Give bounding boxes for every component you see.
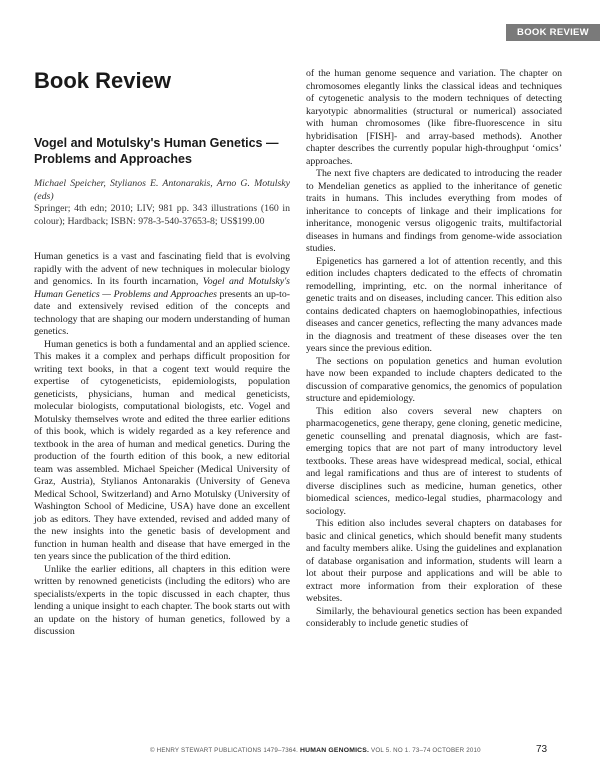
review-body-left <box>34 251 290 639</box>
paragraph: Unlike the earlier editions, all chapters in this edition were written by renowned geneticists (including the editors) who are specialists/experts in the topic discussed in each chapter, thus lending a unique insight to each chapter. The book starts out with an update on the history of human genetics, followed by a discussion <box>34 563 290 637</box>
page-footer <box>150 747 481 754</box>
review-body-right <box>306 68 562 631</box>
footer-issue: VOL 5. NO 1. 73–74 OCTOBER 2010 <box>371 747 481 754</box>
paragraph <box>34 251 290 339</box>
book-authors: Michael Speicher, Stylianos E. Antonarakis, Arno G. Motulsky (eds) <box>34 178 290 202</box>
paragraph: Human genetics is both a fundamental and an applied science. This makes it a complex and perhaps difficult proposition for writing text books, in that a cogent text would require the expertise of cytogeneticists, epidemiologists, population geneticists, physicians, human and medical geneticists, molecular biologists, computational biologists, etc. Vogel and Motulsky themselves wrote and edited the three earlier editions of this book, which is widely regarded as a key reference and textbook in the area of human and medical genetics. During the production of the fourth edition of this book, a new editorial team was assembled. Michael Speicher (Medical University of Graz, Austria), Stylianos Antonarakis (University of Geneva Medical School, Switzerland) and Arno Motulsky (University of Washington School of Medicine, USA) have done an excellent job as editors. They have extended, revised and added many of the new insights into the genetic basis of development and function in human health and disease that have emerged in the ten years since the publication of the third edition. <box>34 338 290 562</box>
paragraph: of the human genome sequence and variation. The chapter on chromosomes elegantly links the classical ideas and techniques of cytogenetic analysis to the modern techniques of detecting karyotypic abnormalities (structural or numerical) associated with human chromosomes (like fibre-fluorescence in situ hybridisation [FISH]- and array-based methods). Another chapter describes the currently popular high-throughput ‘omics’ approaches. <box>306 68 562 167</box>
book-title-italic: Vogel and Motulsky's Human Genetics — Problems and Approaches <box>34 276 290 300</box>
paragraph: The sections on population genetics and human evolution have now been expanded to include chapters dedicated to the discussion of comparative genomics, the genomics of population structure and epidemiology. <box>306 355 562 404</box>
footer-journal: HUMAN GENOMICS. <box>300 747 370 754</box>
left-column <box>34 136 290 639</box>
publication-details: Springer; 4th edn; 2010; LIV; 981 pp. 343 illustrations (160 in colour); Hardback; ISBN: 978-3-540-37653-8; US$199.00 <box>34 203 290 227</box>
paragraph: Similarly, the behavioural genetics section has been expanded considerably to include genetic studies of <box>306 605 562 629</box>
paragraph: This edition also includes several chapters on databases for basic and clinical genetics, which should benefit many students and faculty members alike. Using the guidelines and explanation of database organisation and information, students will learn a lot about their purpose and applications and will be able to extract more information from their exploration of these websites. <box>306 518 562 604</box>
right-column <box>306 68 562 631</box>
paragraph: This edition also covers several new chapters on pharmacogenetics, gene therapy, gene cloning, genetic medicine, genetic counselling and prenatal diagnosis, which are fast-emerging topics that are not part of many introductory level textbooks. These areas have widespread medical, social, ethical and legal ramifications and thus are of interest to students of diverse disciplines such as medicine, human genetics, other biomedical sciences, medico-legal studies, pharmacology and sociology. <box>306 405 562 517</box>
text-span: Human genetics is a vast and fascinating field that is evolving rapidly with the advent of new techniques in molecular biology and genomics. In its fourth incarnation, <box>34 251 290 287</box>
page-number: 73 <box>536 744 548 755</box>
text-span: presents an up-to-date and extensively revised edition of the concepts and technology that are shaping our modern understanding of human genetics. <box>34 288 291 337</box>
page-title: Book Review <box>34 68 171 93</box>
paragraph: The next five chapters are dedicated to introducing the reader to Mendelian genetics as applied to the inheritance of genetic traits in humans. This includes everything from modes of inheritance to concepts of linkage and their implications for inheritance, monogenic versus oligogenic traits, multifactorial diseases in humans and findings from genome-wide association studies. <box>306 168 562 254</box>
paragraph: Epigenetics has garnered a lot of attention recently, and this edition includes chapters dedicated to the effects of chromatin remodelling, imprinting, etc. on the normal inheritance of genetic traits and on diseases, including cancer. This edition also contains dedicated chapters on haemoglobinopathies, infectious diseases and cancer genetics, reflecting the many advances made in the diagnosis and treatment of these diseases over the ten years since the previous edition. <box>306 255 562 354</box>
footer-copyright: © HENRY STEWART PUBLICATIONS 1479–7364. <box>150 747 299 754</box>
section-tab: BOOK REVIEW <box>506 24 600 41</box>
book-title: Vogel and Motulsky's Human Genetics — Problems and Approaches <box>34 136 279 166</box>
